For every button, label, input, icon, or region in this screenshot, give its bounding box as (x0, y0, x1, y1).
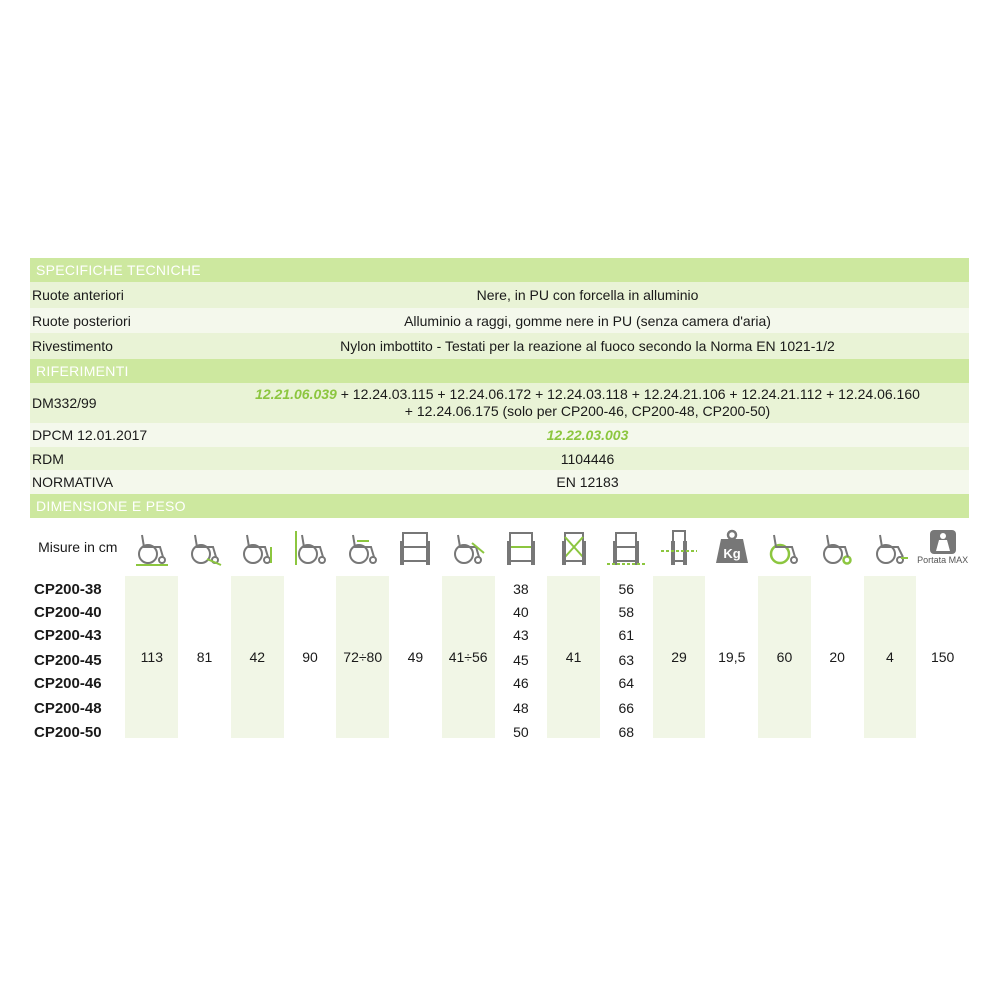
front-wheel-icon (817, 527, 857, 567)
dim-col-footrest (864, 518, 917, 738)
wheelchair-seat-height-icon (237, 527, 277, 567)
spec-row (30, 282, 969, 308)
spec-value: Alluminio a raggi, gomme nere in PU (senza camera d'aria) (404, 312, 771, 329)
seat-width-icon (501, 527, 541, 567)
seat-width-cell: 50 (495, 721, 548, 743)
model-name: CP200-48 (34, 700, 102, 717)
ref-row-dm (30, 383, 969, 423)
dim-value: 90 (302, 649, 318, 665)
ref-label: DPCM 12.01.2017 (32, 427, 148, 443)
dim-col-weight (705, 518, 758, 738)
spec-row (30, 308, 969, 333)
ref-label: DM332/99 (32, 395, 97, 411)
folded-width-icon (554, 527, 594, 567)
spec-label: Ruote posteriori (32, 312, 131, 329)
wheelchair-front-width-icon (395, 527, 435, 567)
dim-value: 113 (140, 649, 163, 665)
ref-row-rdm (30, 447, 969, 470)
total-width-cell: 68 (600, 721, 653, 743)
wheelchair-height-icon (185, 527, 225, 567)
max-load-label: Portata MAX (917, 555, 969, 565)
ref-value: EN 12183 (556, 474, 619, 490)
weight-kg-icon (712, 527, 752, 567)
total-width-icon (606, 527, 646, 567)
total-width-cell: 56 (600, 578, 653, 600)
dim-col-folded-width (547, 518, 600, 738)
dm-line2: + 12.24.06.175 (solo per CP200-46, CP200-48, CP200-50) (404, 403, 771, 419)
dim-col-seat-height (231, 518, 284, 738)
dim-value: 60 (776, 649, 793, 665)
seat-width-cell: 38 (495, 578, 548, 600)
spec-label: Rivestimento (32, 338, 113, 354)
spec-value: Nylon imbottito - Testati per la reazione al fuoco secondo la Norma EN 1021-1/2 (340, 338, 835, 354)
footrest-icon (870, 527, 910, 567)
spec-row (30, 333, 969, 359)
dim-value: 41 (565, 649, 582, 665)
measures-header: Misure in cm (30, 518, 125, 576)
total-width-cell: 61 (600, 624, 653, 646)
model-name: CP200-46 (34, 675, 102, 692)
model-name: CP200-45 (34, 652, 102, 669)
wheelchair-seat-depth-icon (448, 527, 488, 567)
model-column (30, 518, 125, 741)
model-name: CP200-50 (34, 724, 102, 741)
dim-col-seat-depth (442, 518, 495, 738)
total-width-cell: 63 (618, 652, 635, 668)
dim-col-armrest (336, 518, 389, 738)
model-name: CP200-43 (34, 627, 102, 644)
total-width-cell: 64 (600, 672, 653, 694)
rear-wheel-icon (764, 527, 804, 567)
ref-label: NORMATIVA (32, 474, 114, 490)
dim-value: 19,5 (718, 649, 746, 665)
dim-value: 150 (930, 649, 955, 665)
dim-col-max-load (916, 518, 969, 738)
total-width-cell: 58 (618, 604, 635, 620)
dimension-table (30, 518, 969, 741)
dim-value: 29 (671, 649, 687, 665)
dim-col-folded-depth (653, 518, 706, 738)
ref-value: 1104446 (560, 450, 615, 467)
seat-width-cell: 40 (513, 604, 529, 620)
seat-width-cell: 46 (495, 672, 548, 694)
section-header-riferimenti: RIFERIMENTI (30, 359, 969, 383)
section-header-dimensione: DIMENSIONE E PESO (30, 494, 969, 518)
dim-value: 20 (829, 649, 845, 665)
dim-value: 81 (196, 649, 213, 665)
dim-col-back-height (284, 518, 337, 738)
technical-sheet (30, 258, 969, 741)
dim-col-seat-width (495, 518, 548, 738)
dim-value: 42 (249, 649, 266, 665)
dim-value: 72÷80 (343, 649, 383, 665)
ref-value (206, 427, 969, 443)
ref-value (206, 386, 969, 420)
dim-col-length (125, 518, 178, 738)
total-width-cell: 66 (618, 700, 635, 716)
seat-width-cell: 43 (495, 624, 548, 646)
dim-col-front-width (389, 518, 442, 738)
dim-col-rear-wheel (758, 518, 811, 738)
model-name: CP200-40 (34, 604, 102, 621)
seat-width-cell: 45 (513, 652, 529, 668)
spec-label: Ruote anteriori (32, 287, 124, 303)
wheelchair-armrest-icon (343, 527, 383, 567)
spec-value: Nere, in PU con forcella in alluminio (476, 287, 699, 303)
dim-value: 4 (886, 649, 894, 665)
ref-row-normativa (30, 470, 969, 494)
dim-value: 41÷56 (448, 649, 488, 665)
dim-col-total-width (600, 518, 653, 738)
kg-label: Kg (723, 546, 741, 561)
dm-line1: + 12.24.03.115 + 12.24.06.172 + 12.24.03.118 + 12.24.21.106 + 12.24.21.112 + 12.24.06.160 (336, 386, 920, 402)
dim-col-height (178, 518, 231, 738)
dim-value: 49 (407, 649, 424, 665)
wheelchair-length-icon (132, 527, 172, 567)
max-load-icon (929, 529, 957, 555)
model-name: CP200-38 (34, 581, 102, 598)
dim-col-front-wheel (811, 518, 864, 738)
section-header-specifiche: SPECIFICHE TECNICHE (30, 258, 969, 282)
seat-width-cell: 48 (513, 700, 529, 716)
dpcm-code: 12.22.03.003 (546, 427, 629, 443)
wheelchair-back-height-icon (290, 527, 330, 567)
ref-row-dpcm (30, 423, 969, 447)
folded-depth-icon (659, 527, 699, 567)
dm-code: 12.21.06.039 (255, 386, 337, 402)
ref-label: RDM (32, 450, 64, 467)
